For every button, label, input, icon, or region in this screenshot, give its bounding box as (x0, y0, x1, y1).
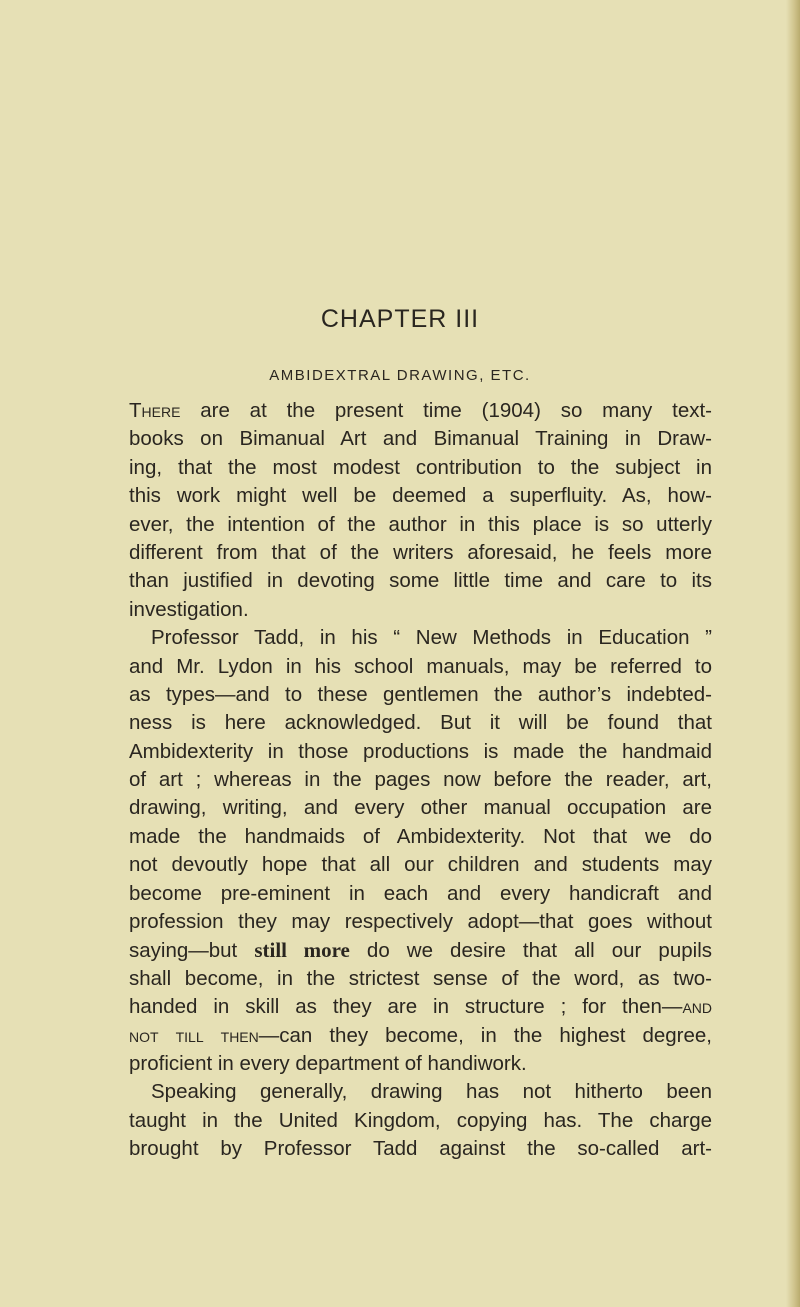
text-line: as types—and to these gentlemen the author’s indebted- (129, 682, 712, 706)
text-line: of art ; whereas in the pages now before the reader, art, (129, 768, 712, 792)
text-line: shall become, in the strictest sense of the word, as two- (129, 966, 712, 990)
text-line: different from that of the writers aforesaid, he feels more (129, 540, 712, 564)
text-line: made the handmaids of Ambidexterity. Not that we do (129, 824, 712, 848)
text-line: drawing, writing, and every other manual occupation are (129, 796, 712, 820)
text-line: saying—but still more do we desire that all our pupils (129, 938, 712, 963)
text-line: not till then—can they become, in the highest degree, (129, 1023, 713, 1047)
text-line: Speaking generally, drawing has not hitherto been (151, 1080, 712, 1104)
text-line: proficient in every department of handiwork. (129, 1051, 527, 1075)
emphasis-still-more: still more (254, 938, 350, 963)
text-line: There are at the present time (1904) so many text- (129, 399, 712, 422)
text-line: books on Bimanual Art and Bimanual Training in Draw- (129, 427, 712, 451)
text-line: and Mr. Lydon in his school manuals, may be referred to (129, 654, 712, 678)
text-line: ness is here acknowledged. But it will be found that (129, 711, 712, 735)
text-line: taught in the United Kingdom, copying has. The charge (129, 1108, 712, 1132)
text-line: handed in skill as they are in structure ; for then—and (129, 995, 712, 1019)
text-line: ing, that the most modest contribution to the subject in (129, 455, 712, 479)
chapter-subtitle: AMBIDEXTRAL DRAWING, ETC. (269, 367, 531, 384)
text-line: Professor Tadd, in his “ New Methods in Education ” (151, 626, 712, 650)
chapter-heading: CHAPTER III (320, 305, 480, 333)
emphasis-not-till-then: not till then (129, 1023, 259, 1047)
text-line: investigation. (129, 597, 249, 621)
text-line: ever, the intention of the author in this place is so utterly (129, 512, 712, 536)
text-line: than justified in devoting some little time and care to its (129, 569, 712, 593)
opening-word: There (129, 399, 181, 422)
body-text (129, 397, 712, 1164)
text-line: profession they may respectively adopt—that goes without (129, 910, 712, 934)
text-line: not devoutly hope that all our children and students may (129, 853, 712, 877)
text-line: brought by Professor Tadd against the so-called art- (129, 1137, 712, 1161)
page-edge-shadow (786, 0, 800, 1307)
text-line: Ambidexterity in those productions is made the handmaid (129, 739, 712, 763)
text-line: this work might well be deemed a superfluity. As, how- (129, 484, 712, 508)
emphasis-and: and (682, 995, 712, 1019)
text-line: become pre-eminent in each and every handicraft and (129, 881, 712, 905)
